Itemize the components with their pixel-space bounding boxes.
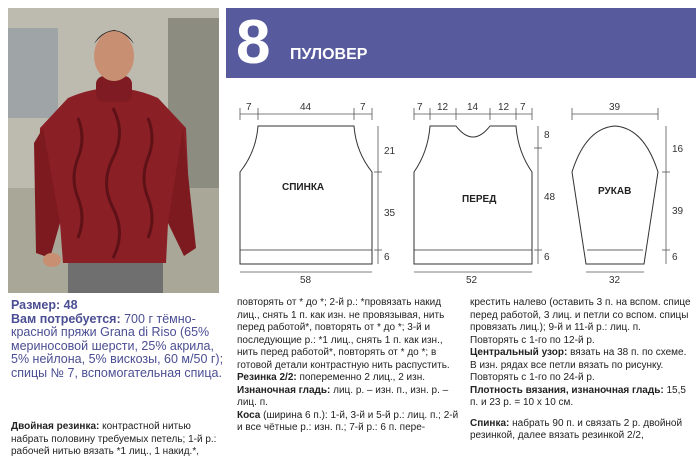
front-width-2: 12 — [437, 102, 449, 113]
reverse-stockinette-text: лиц. р. – изн. п., изн. р. – лиц. п. — [237, 384, 449, 408]
text-column-2 — [237, 297, 459, 435]
sleeve-height-2: 39 — [672, 206, 684, 217]
sleeve-height-1: 16 — [672, 144, 684, 155]
front-schematic — [414, 102, 556, 286]
cable-head: Коса — [237, 409, 261, 421]
front-height-3: 6 — [544, 252, 550, 263]
text-column-1 — [11, 421, 225, 459]
sleeve-schematic — [572, 102, 684, 286]
back-bottom-width: 58 — [300, 275, 312, 286]
front-height-1: 8 — [544, 130, 550, 141]
model-photo — [8, 8, 219, 293]
back-instructions-head: Спинка: — [470, 417, 510, 429]
col3-p1: крестить налево (оставить 3 п. на вспом. спице перед работой, 3 лиц. и петли со вспом. спицы провязать лиц.); 9-й и 11-й р.: лиц. п. Повторять с 1-го по 12-й р. — [470, 297, 691, 346]
need-label: Вам потребуется: — [11, 311, 121, 326]
pattern-number: 8 — [236, 8, 271, 77]
back-label: СПИНКА — [282, 182, 325, 193]
front-height-2: 48 — [544, 192, 556, 203]
front-width-5: 7 — [520, 102, 526, 113]
back-height-3: 6 — [384, 252, 390, 263]
reverse-stockinette-head: Изнаночная гладь: — [237, 384, 331, 396]
rib-double-text: контрастной нитью набрать половину требуемых петель; 1-й р.: рабочей нитью вязать *1 лиц., 1 накид.*, — [11, 421, 217, 457]
back-instructions-text: набрать 90 п. и связать 2 р. двойной резинкой, далее вязать резинкой 2/2, — [470, 417, 683, 441]
front-width-3: 14 — [467, 102, 479, 113]
page-title: ПУЛОВЕР — [290, 46, 368, 63]
back-schematic — [240, 102, 396, 286]
back-width-1: 7 — [246, 102, 252, 113]
cable-text: (ширина 6 п.): 1-й, 3-й и 5-й р.: лиц. п.; 2-й и все чётные р.: изн. п.; 7-й р.: 6 п. пере- — [237, 409, 459, 433]
rib22-text: попеременно 2 лиц., 2 изн. — [299, 372, 426, 383]
back-width-2: 44 — [300, 102, 312, 113]
back-height-1: 21 — [384, 146, 396, 157]
back-height-2: 35 — [384, 208, 396, 219]
col2-p1: повторять от * до *; 2-й р.: *провязать накид лиц., снять 1 п. как изн. не провязывая, нить перед работой*, повторять от * до *; 3-й и последующие р.: *1 лиц., снять 1 п. как изн., нить перед работой*, повторять от * до *; в готовой детали контрастную нить распустить. — [237, 297, 450, 371]
front-bottom-width: 52 — [466, 275, 478, 286]
gauge-head: Плотность вязания, изнаночная гладь: — [470, 384, 664, 396]
front-width-1: 7 — [417, 102, 423, 113]
central-pattern-head: Центральный узор: — [470, 347, 568, 358]
sleeve-height-3: 6 — [672, 252, 678, 263]
need-text: 700 г тёмно-красной пряжи Grana di Riso (65% мериносовой шерсти, 25% акрила, 5% нейлона, 5% вискозы, 60 м/50 г); спицы № 7, вспомогательная спица. — [11, 311, 224, 380]
materials-block — [11, 299, 225, 380]
central-pattern-text: вязать на 38 п. по схеме. В изн. рядах все петли вязать по рисунку. Повторять с 1-го по 24-й р. — [470, 347, 687, 383]
gauge-text: 15,5 п. и 23 р. = 10 х 10 см. — [470, 384, 686, 408]
size-label: Размер: 48 — [11, 298, 78, 312]
sleeve-bottom-width: 32 — [609, 275, 621, 286]
rib22-head: Резинка 2/2: — [237, 372, 297, 383]
rib-double-head: Двойная резинка: — [11, 421, 100, 432]
text-column-3 — [470, 297, 692, 443]
schematics — [226, 92, 696, 292]
sleeve-label: РУКАВ — [598, 186, 632, 197]
back-width-3: 7 — [360, 102, 366, 113]
header-bar — [226, 8, 696, 78]
sleeve-top-width: 39 — [609, 102, 621, 113]
front-width-4: 12 — [498, 102, 510, 113]
front-label: ПЕРЕД — [462, 194, 497, 205]
